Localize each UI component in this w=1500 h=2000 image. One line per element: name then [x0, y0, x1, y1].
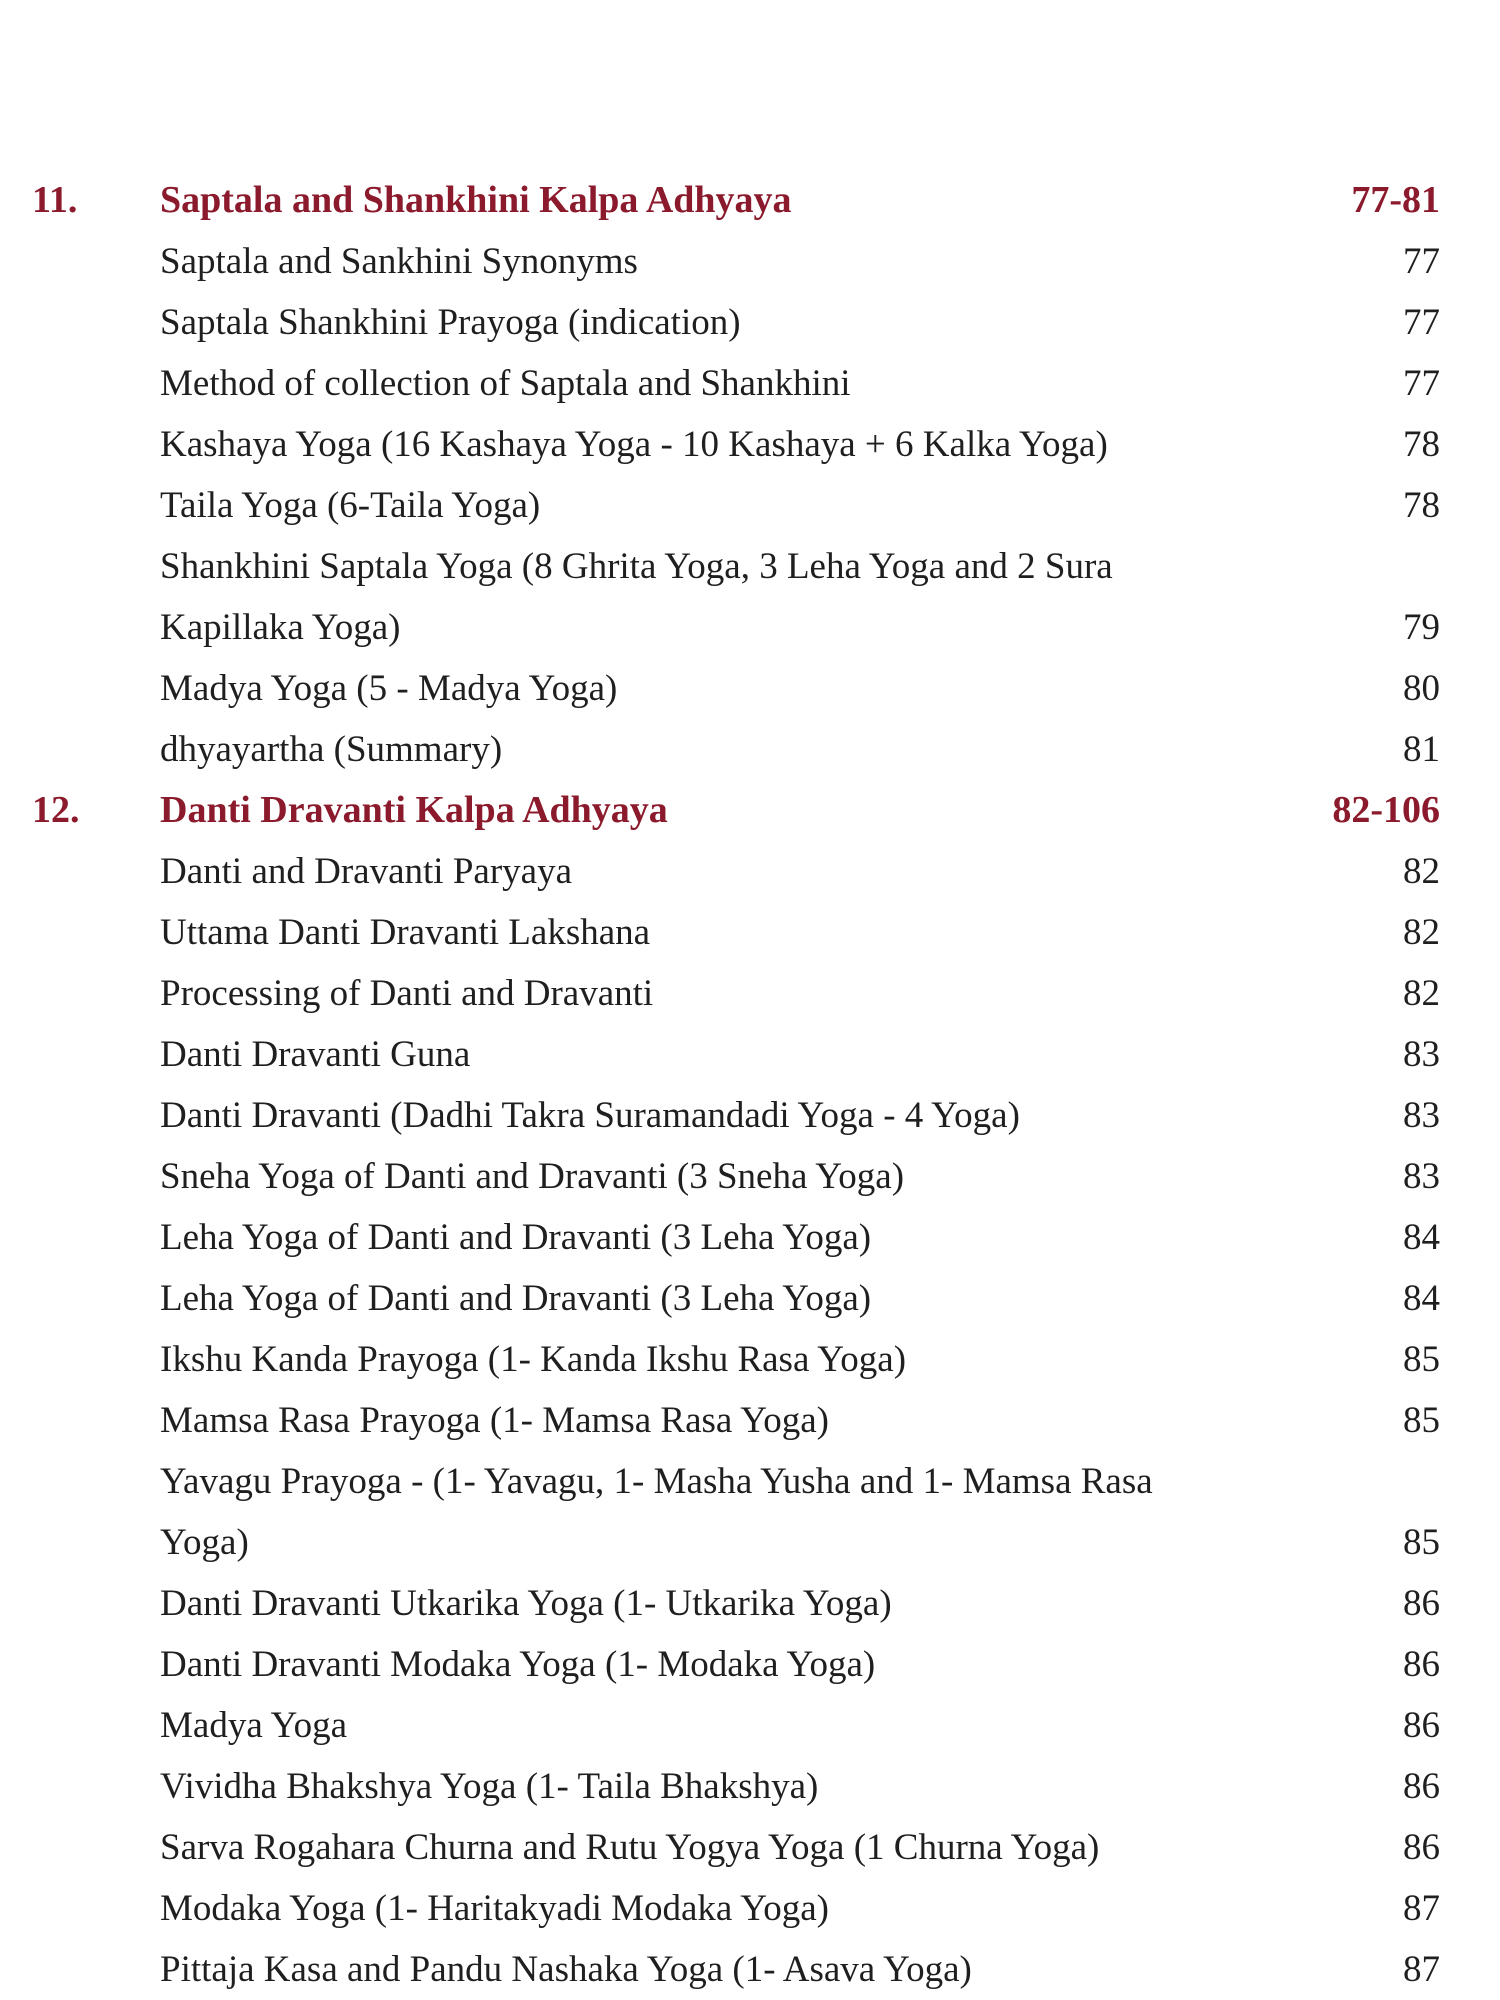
entry-title: Ikshu Kanda Prayoga (1- Kanda Ikshu Rasa Yoga): [160, 1339, 907, 1380]
entry-title: Mamsa Rasa Prayoga (1- Mamsa Rasa Yoga): [160, 1400, 829, 1441]
entry-page-number: 85: [1403, 1339, 1440, 1380]
toc-entry[interactable]: [0, 1695, 1500, 1756]
entry-page-number: 86: [1403, 1766, 1440, 1807]
toc-entry[interactable]: [0, 719, 1500, 780]
entry-page-number: 82: [1403, 912, 1440, 953]
entry-title: Shankhini Saptala Yoga (8 Ghrita Yoga, 3 Leha Yoga and 2 Sura Kapillaka Yoga): [160, 546, 1113, 648]
entry-title: Modaka Yoga (1- Haritakyadi Modaka Yoga): [160, 1888, 829, 1929]
entry-page-number: 83: [1403, 1095, 1440, 1136]
chapter-page-range: 77-81: [1351, 179, 1440, 221]
entry-page-number: 85: [1403, 1522, 1440, 1563]
entry-title: Madya Yoga (5 - Madya Yoga): [160, 668, 618, 709]
toc-entry[interactable]: [0, 1451, 1500, 1573]
toc-entry[interactable]: [0, 475, 1500, 536]
entry-page-number: 83: [1403, 1034, 1440, 1075]
toc-entry[interactable]: [0, 1207, 1500, 1268]
entry-page-number: 86: [1403, 1705, 1440, 1746]
toc-entry[interactable]: [0, 1817, 1500, 1878]
toc-entry[interactable]: [0, 353, 1500, 414]
entry-title: Method of collection of Saptala and Shankhini: [160, 363, 851, 404]
entry-page-number: 77: [1403, 241, 1440, 282]
entry-page-number: 87: [1403, 1888, 1440, 1929]
entry-page-number: 77: [1403, 363, 1440, 404]
entry-page-number: 84: [1403, 1217, 1440, 1258]
toc-entry[interactable]: [0, 1390, 1500, 1451]
entry-title: Saptala Shankhini Prayoga (indication): [160, 302, 741, 343]
entry-page-number: 86: [1403, 1583, 1440, 1624]
entry-title: Madya Yoga: [160, 1705, 348, 1746]
toc-entry[interactable]: [0, 231, 1500, 292]
toc-entry[interactable]: [0, 1878, 1500, 1939]
toc-entry[interactable]: [0, 1268, 1500, 1329]
entry-page-number: 82: [1403, 973, 1440, 1014]
entry-page-number: 85: [1403, 1400, 1440, 1441]
chapter-title: Saptala and Shankhini Kalpa Adhyaya: [160, 179, 792, 221]
entry-title: Pittaja Kasa and Pandu Nashaka Yoga (1- Asava Yoga): [160, 1949, 972, 1990]
chapter-number: 11.: [32, 179, 78, 221]
toc-entry[interactable]: [0, 1085, 1500, 1146]
toc-entry[interactable]: [0, 1634, 1500, 1695]
toc-entry[interactable]: [0, 963, 1500, 1024]
entry-page-number: 78: [1403, 424, 1440, 465]
entry-page-number: 83: [1403, 1156, 1440, 1197]
entry-page-number: 86: [1403, 1644, 1440, 1685]
entry-page-number: 77: [1403, 302, 1440, 343]
entry-page-number: 87: [1403, 1949, 1440, 1990]
toc-entry[interactable]: [0, 658, 1500, 719]
toc-entry[interactable]: [0, 292, 1500, 353]
entry-page-number: 80: [1403, 668, 1440, 709]
entry-title: Danti Dravanti Guna: [160, 1034, 471, 1075]
toc-entry[interactable]: [0, 414, 1500, 475]
entry-page-number: 86: [1403, 1827, 1440, 1868]
entry-title: Danti Dravanti Modaka Yoga (1- Modaka Yoga): [160, 1644, 876, 1685]
table-of-contents: [0, 170, 1500, 2000]
toc-entry[interactable]: [0, 536, 1500, 658]
entry-page-number: 78: [1403, 485, 1440, 526]
entry-title: Danti Dravanti Utkarika Yoga (1- Utkarika Yoga): [160, 1583, 892, 1624]
entry-title: Leha Yoga of Danti and Dravanti (3 Leha Yoga): [160, 1217, 872, 1258]
toc-entry[interactable]: [0, 1939, 1500, 2000]
entry-title: dhyayartha (Summary): [160, 729, 503, 770]
entry-title: Leha Yoga of Danti and Dravanti (3 Leha Yoga): [160, 1278, 872, 1319]
chapter-heading[interactable]: [0, 170, 1500, 231]
toc-entry[interactable]: [0, 902, 1500, 963]
entry-title: Vividha Bhakshya Yoga (1- Taila Bhakshya): [160, 1766, 819, 1807]
entry-title: Danti and Dravanti Paryaya: [160, 851, 572, 892]
entry-page-number: 79: [1403, 607, 1440, 648]
toc-entry[interactable]: [0, 1329, 1500, 1390]
chapter-page-range: 82-106: [1332, 789, 1440, 831]
toc-entry[interactable]: [0, 1756, 1500, 1817]
chapter-heading[interactable]: [0, 780, 1500, 841]
toc-entry[interactable]: [0, 1573, 1500, 1634]
chapter-number: 12.: [32, 789, 80, 831]
entry-page-number: 81: [1403, 729, 1440, 770]
toc-entry[interactable]: [0, 1024, 1500, 1085]
toc-entry[interactable]: [0, 1146, 1500, 1207]
entry-title: Processing of Danti and Dravanti: [160, 973, 654, 1014]
entry-title: Sarva Rogahara Churna and Rutu Yogya Yoga (1 Churna Yoga): [160, 1827, 1100, 1868]
entry-title: Danti Dravanti (Dadhi Takra Suramandadi Yoga - 4 Yoga): [160, 1095, 1020, 1136]
entry-page-number: 84: [1403, 1278, 1440, 1319]
entry-title: Taila Yoga (6-Taila Yoga): [160, 485, 541, 526]
entry-title: Sneha Yoga of Danti and Dravanti (3 Sneha Yoga): [160, 1156, 905, 1197]
entry-title: Saptala and Sankhini Synonyms: [160, 241, 638, 282]
entry-title: Kashaya Yoga (16 Kashaya Yoga - 10 Kashaya + 6 Kalka Yoga): [160, 424, 1108, 465]
chapter-title: Danti Dravanti Kalpa Adhyaya: [160, 789, 668, 831]
toc-entry[interactable]: [0, 841, 1500, 902]
entry-page-number: 82: [1403, 851, 1440, 892]
entry-title: Yavagu Prayoga - (1- Yavagu, 1- Masha Yusha and 1- Mamsa Rasa Yoga): [160, 1461, 1153, 1563]
entry-title: Uttama Danti Dravanti Lakshana: [160, 912, 651, 953]
